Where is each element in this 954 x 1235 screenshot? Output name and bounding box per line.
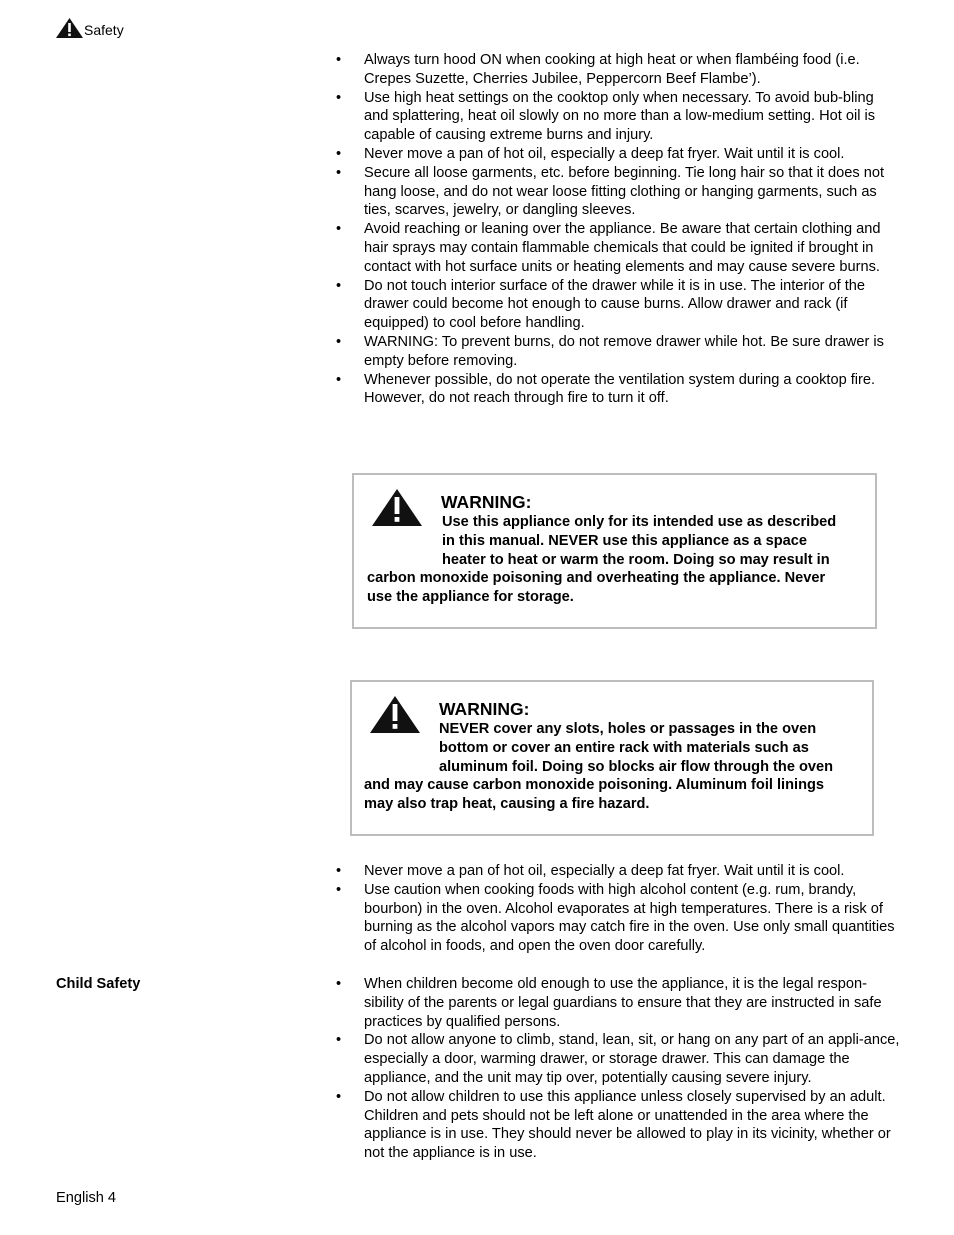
warning-line: carbon monoxide poisoning and overheating the appliance. Never (367, 570, 826, 587)
list-item: • Secure all loose garments, etc. before beginning. Tie long hair so that it does not hang loose, and do not wear loose fitting clothing or hanging garments, such as ties, scarves, jewelry, or dangling sleeves. (336, 164, 901, 220)
page-number: English 4 (56, 1190, 117, 1206)
list-item: • Whenever possible, do not operate the ventilation system during a cooktop fire. However, do not reach through fire to turn it off. (336, 371, 901, 409)
list-item: • Do not allow children to use this appliance unless closely supervised by an adult. Children and pets should not be left alone or unattended in the area where the appliance is in use. They should never be allowed to play in its vicinity, whether or not the appliance is in use. (336, 1088, 901, 1163)
warning-title: WARNING: (441, 492, 532, 512)
safety-list (336, 862, 901, 956)
list-item: • Do not allow anyone to climb, stand, lean, sit, or hang on any part of an appli-ance, especially a door, warming drawer, or storage drawer. This can damage the appliance, and the unit may tip over, potentially causing severe injury. (336, 1031, 901, 1087)
list-item: • Use high heat settings on the cooktop only when necessary. To avoid bub-bling and splattering, heat oil slowly on no more than a low-medium setting. Hot oil is capable of causing extreme burns and injury. (336, 89, 901, 145)
warning-line: in this manual. NEVER use this appliance as a space (442, 532, 807, 549)
list-item: • When children become old enough to use the appliance, it is the legal respon-sibility of the parents or legal guardians to ensure that they are instructed in safe practices by qualified persons. (336, 975, 901, 1031)
warning-line: aluminum foil. Doing so blocks air flow through the oven (439, 758, 834, 775)
warning-text (367, 513, 836, 607)
warning-line: bottom or cover an entire rack with materials such as (439, 739, 809, 756)
child-safety-list (336, 975, 901, 1163)
warning-text (364, 720, 833, 814)
list-item: • Never move a pan of hot oil, especially a deep fat fryer. Wait until it is cool. (336, 145, 901, 164)
warning-box (352, 473, 877, 629)
warning-title: WARNING: (439, 699, 530, 719)
list-item: • Always turn hood ON when cooking at high heat or when flambéing food (i.e. Crepes Suzette, Cherries Jubilee, Peppercorn Beef Flambe’). (336, 51, 901, 89)
safety-list (336, 51, 901, 408)
list-item: • Never move a pan of hot oil, especially a deep fat fryer. Wait until it is cool. (336, 862, 901, 881)
warning-box (350, 680, 874, 836)
warning-line: use the appliance for storage. (367, 589, 574, 606)
warning-line: Use this appliance only for its intended use as described (442, 514, 837, 530)
list-item: • Do not touch interior surface of the drawer while it is in use. The interior of the drawer could become hot enough to cause burns. Allow drawer and rack (if equipped) to cool before handling. (336, 277, 901, 333)
warning-line: NEVER cover any slots, holes or passages in the oven (439, 721, 817, 737)
page-header (56, 18, 124, 38)
warning-triangle-icon (56, 18, 83, 38)
warning-line: heater to heat or warm the room. Doing so may result in (442, 551, 830, 568)
warning-line: may also trap heat, causing a fire hazard. (364, 796, 650, 813)
list-item: • WARNING: To prevent burns, do not remove drawer while hot. Be sure drawer is empty before removing. (336, 333, 901, 371)
section-label: Safety (84, 22, 124, 38)
child-safety-heading: Child Safety (56, 976, 141, 992)
list-item: • Use caution when cooking foods with high alcohol content (e.g. rum, brandy, bourbon) in the oven. Alcohol evaporates at high temperatures. There is a risk of burning as the alcohol vapors may catch fire in the oven. Use only small quantities of alcohol in foods, and open the oven door carefully. (336, 881, 901, 956)
warning-line: and may cause carbon monoxide poisoning. Aluminum foil linings (364, 777, 825, 794)
list-item: • Avoid reaching or leaning over the appliance. Be aware that certain clothing and hair sprays may contain flammable chemicals that could be ignited if brought in contact with hot surface units or heating elements and may cause severe burns. (336, 220, 901, 276)
